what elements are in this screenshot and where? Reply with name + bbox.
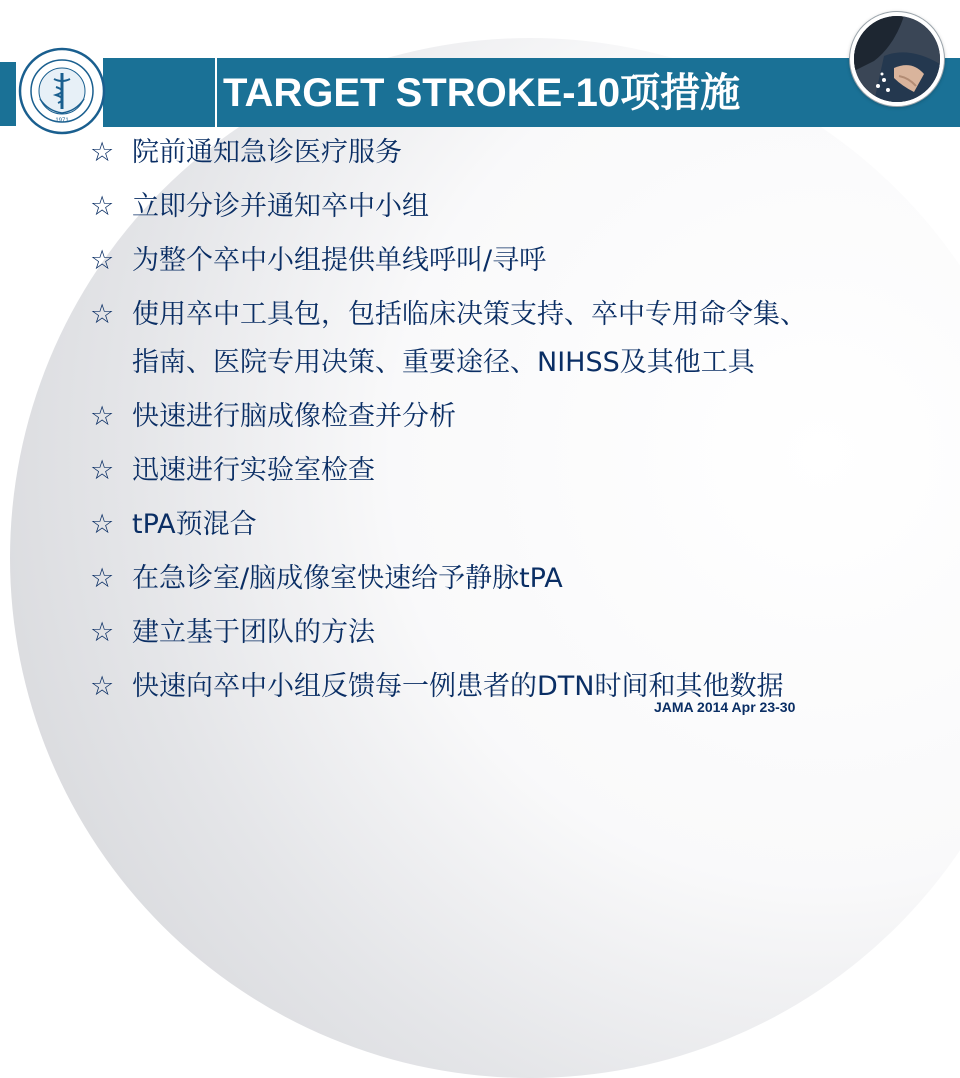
list-item: [90, 288, 950, 390]
list-item-text: 院前通知急诊医疗服务: [132, 137, 402, 168]
title-bar-extension: [103, 58, 215, 127]
list-item-text: 在急诊室/脑成像室快速给予静脉tPA: [132, 563, 563, 594]
list-item-text: 使用卒中工具包，包括临床决策支持、卒中专用命令集、: [132, 299, 807, 330]
list-item: [90, 180, 950, 234]
logo-year: 1971: [55, 118, 69, 124]
star-icon: ☆: [90, 191, 115, 222]
hospital-logo: [18, 47, 106, 135]
list-item-text: 快速向卒中小组反馈每一例患者的DTN时间和其他数据: [132, 671, 784, 702]
list-item-text: tPA预混合: [132, 509, 257, 540]
list-item-text: 快速进行脑成像检查并分析: [132, 401, 456, 432]
list-item-continuation: 指南、医院专用决策、重要途径、NIHSS及其他工具: [132, 347, 755, 378]
slide-title: TARGET STROKE-10项措施: [223, 71, 741, 115]
measures-list: [90, 126, 950, 714]
list-item-text: 为整个卒中小组提供单线呼叫/寻呼: [132, 245, 547, 276]
list-item: [90, 234, 950, 288]
source-citation: JAMA 2014 Apr 23-30: [654, 699, 796, 715]
list-item: [90, 552, 950, 606]
list-item: [90, 660, 950, 714]
star-icon: ☆: [90, 563, 115, 594]
list-item: [90, 390, 950, 444]
star-icon: ☆: [90, 671, 115, 702]
list-item-text: 立即分诊并通知卒中小组: [132, 191, 429, 222]
star-icon: ☆: [90, 455, 115, 486]
list-item: [90, 498, 950, 552]
list-item: [90, 444, 950, 498]
left-accent-bar: [0, 62, 16, 126]
star-icon: ☆: [90, 137, 115, 168]
star-icon: ☆: [90, 299, 115, 330]
star-icon: ☆: [90, 617, 115, 648]
star-icon: ☆: [90, 245, 115, 276]
list-item: [90, 126, 950, 180]
list-item: [90, 606, 950, 660]
header-photo: [850, 12, 944, 106]
star-icon: ☆: [90, 401, 115, 432]
list-item-text: 建立基于团队的方法: [132, 617, 375, 648]
list-item-text: 迅速进行实验室检查: [132, 455, 375, 486]
star-icon: ☆: [90, 509, 115, 540]
